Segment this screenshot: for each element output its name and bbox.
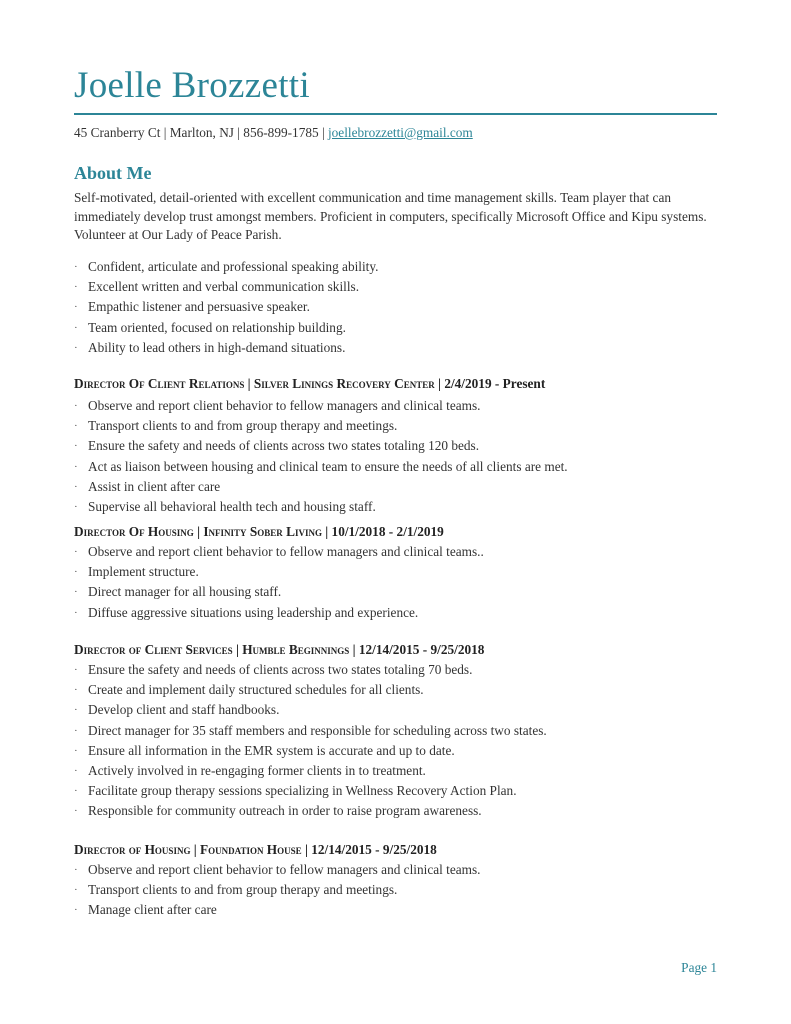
list-item: · Create and implement daily structured schedules for all clients. xyxy=(74,680,547,700)
list-item: · Team oriented, focused on relationship building. xyxy=(74,318,378,338)
bullet-icon: · xyxy=(74,864,78,876)
job-title-2: Director of Client Services | Humble Beginnings | 12/14/2015 - 9/25/2018 xyxy=(74,642,485,657)
contact-line xyxy=(74,124,473,142)
bullet-icon: · xyxy=(74,744,78,757)
bullet-icon: · xyxy=(74,261,78,273)
about-paragraph: Self-motivated, detail-oriented with excellent communication and time management skills. Team player that can immediately develop trust amongst members. Proficient in computers, specifically Microsoft Office and Kipu systems. Volunteer at Our Lady of Peace Parish. xyxy=(74,190,707,243)
list-item: · Empathic listener and persuasive speaker. xyxy=(74,297,378,317)
list-item: · Ensure the safety and needs of clients across two states totaling 120 beds. xyxy=(74,436,568,456)
list-item: · Observe and report client behavior to fellow managers and clinical teams.. xyxy=(74,542,484,562)
bullet-icon: · xyxy=(74,704,78,717)
bullet-icon: · xyxy=(74,904,78,917)
bullet-icon: · xyxy=(74,884,78,897)
job-bullet-list-2 xyxy=(74,660,547,822)
bullet-icon: · xyxy=(74,684,78,697)
list-item: · Facilitate group therapy sessions specializing in Wellness Recovery Action Plan. xyxy=(74,781,547,801)
list-item: · Transport clients to and from group therapy and meetings. xyxy=(74,416,568,436)
bullet-icon: · xyxy=(74,420,78,433)
list-item: · Ensure all information in the EMR system is accurate and up to date. xyxy=(74,741,547,761)
list-item: · Ability to lead others in high-demand situations. xyxy=(74,338,378,358)
list-item: · Manage client after care xyxy=(74,900,480,920)
bullet-icon: · xyxy=(74,460,78,473)
list-item: · Supervise all behavioral health tech and housing staff. xyxy=(74,497,568,517)
bullet-icon: · xyxy=(74,281,78,294)
bullet-icon: · xyxy=(74,341,78,354)
bullet-icon: · xyxy=(74,501,78,514)
resume-name: Joelle Brozzetti xyxy=(74,65,310,106)
list-item: · Observe and report client behavior to fellow managers and clinical teams. xyxy=(74,860,480,880)
job-bullet-list-0 xyxy=(74,396,568,517)
list-item: · Direct manager for 35 staff members and responsible for scheduling across two states. xyxy=(74,721,547,741)
bullet-icon: · xyxy=(74,440,78,453)
list-item: · Actively involved in re-engaging former clients in to treatment. xyxy=(74,761,547,781)
bullet-icon: · xyxy=(74,765,78,778)
list-item: · Excellent written and verbal communication skills. xyxy=(74,277,378,297)
about-heading: About Me xyxy=(74,163,152,183)
bullet-icon: · xyxy=(74,724,78,737)
list-item: · Assist in client after care xyxy=(74,477,568,497)
job-title-1: Director Of Housing | Infinity Sober Living | 10/1/2018 - 2/1/2019 xyxy=(74,524,444,539)
job-date-0: 2/4/2019 - Present xyxy=(444,376,546,391)
list-item: · Transport clients to and from group therapy and meetings. xyxy=(74,880,480,900)
list-item: · Confident, articulate and professional speaking ability. xyxy=(74,257,378,277)
contact-details: 45 Cranberry Ct | Marlton, NJ | 856-899-1785 | xyxy=(74,125,328,140)
list-item: · Direct manager for all housing staff. xyxy=(74,582,484,602)
job-date-1: 10/1/2018 - 2/1/2019 xyxy=(331,524,444,539)
list-item: · Act as liaison between housing and clinical team to ensure the needs of all clients are met. xyxy=(74,457,568,477)
list-item: · Develop client and staff handbooks. xyxy=(74,700,547,720)
bullet-icon: · xyxy=(74,301,78,314)
bullet-icon: · xyxy=(74,566,78,579)
job-bullet-list-3 xyxy=(74,860,480,921)
bullet-icon: · xyxy=(74,785,78,798)
page-number: Page 1 xyxy=(681,960,717,975)
list-item: · Implement structure. xyxy=(74,562,484,582)
list-item: · Observe and report client behavior to fellow managers and clinical teams. xyxy=(74,396,568,416)
job-title-3: Director of Housing | Foundation House | 12/14/2015 - 9/25/2018 xyxy=(74,842,437,857)
list-item: · Ensure the safety and needs of clients across two states totaling 70 beds. xyxy=(74,660,547,680)
email-link[interactable]: joellebrozzetti@gmail.com xyxy=(327,125,473,140)
bullet-icon: · xyxy=(74,606,78,619)
bullet-icon: · xyxy=(74,400,78,412)
bullet-icon: · xyxy=(74,546,78,558)
bullet-icon: · xyxy=(74,480,78,493)
resume-page xyxy=(74,0,717,1024)
about-bullet-list xyxy=(74,257,378,358)
job-date-2: 12/14/2015 - 9/25/2018 xyxy=(358,642,485,657)
bullet-icon: · xyxy=(74,805,78,818)
job-date-3: 12/14/2015 - 9/25/2018 xyxy=(311,842,437,857)
header-divider xyxy=(74,113,717,115)
bullet-icon: · xyxy=(74,586,78,599)
bullet-icon: · xyxy=(74,321,78,334)
bullet-icon: · xyxy=(74,664,78,676)
list-item: · Responsible for community outreach in order to raise program awareness. xyxy=(74,801,547,821)
job-title-0: Director Of Client Relations | Silver Linings Recovery Center | 2/4/2019 - Present xyxy=(74,376,546,391)
list-item: · Diffuse aggressive situations using leadership and experience. xyxy=(74,603,484,623)
job-bullet-list-1 xyxy=(74,542,484,623)
